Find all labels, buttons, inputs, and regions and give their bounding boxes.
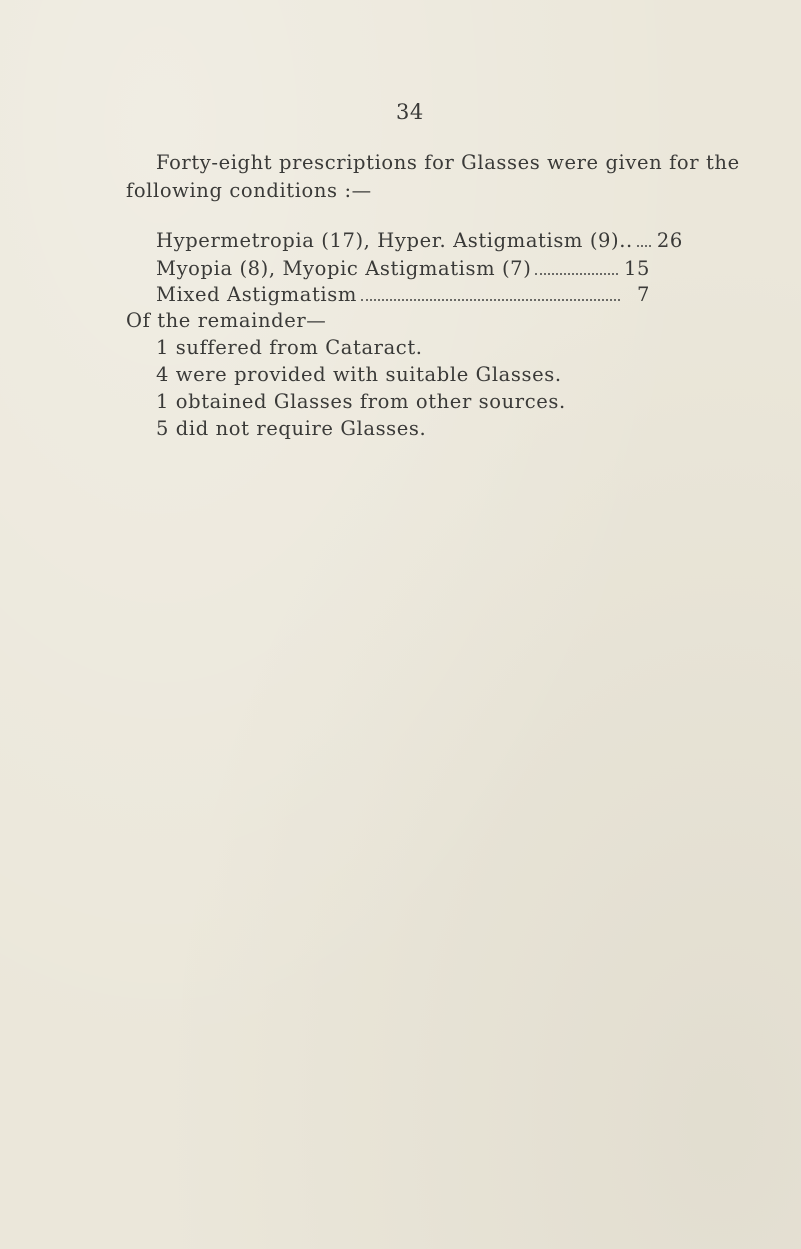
condition-label: Myopia (8), Myopic Astigmatism (7) (156, 257, 532, 280)
condition-count: 15 (623, 257, 650, 280)
remainder-item: 5 did not require Glasses. (156, 417, 427, 440)
intro-line-2: following conditions :— (126, 179, 372, 202)
intro-line-1: Forty-eight prescriptions for Glasses were given for the (156, 151, 740, 174)
condition-row (156, 256, 650, 282)
condition-label: Mixed Astigmatism (156, 283, 357, 306)
dot-leader (535, 273, 618, 275)
condition-label: Hypermetropia (17), Hyper. Astigmatism (9).. (156, 229, 633, 252)
condition-count: 26 (656, 229, 683, 252)
page-number: 34 (396, 100, 424, 124)
condition-row (156, 228, 683, 254)
dot-leader (637, 245, 651, 247)
dot-leader (361, 299, 620, 301)
remainder-item: 1 obtained Glasses from other sources. (156, 390, 566, 413)
remainder-heading: Of the remainder— (126, 309, 327, 332)
condition-row (156, 282, 650, 308)
remainder-item: 1 suffered from Cataract. (156, 336, 423, 359)
remainder-item: 4 were provided with suitable Glasses. (156, 363, 562, 386)
condition-count: 7 (636, 283, 650, 306)
